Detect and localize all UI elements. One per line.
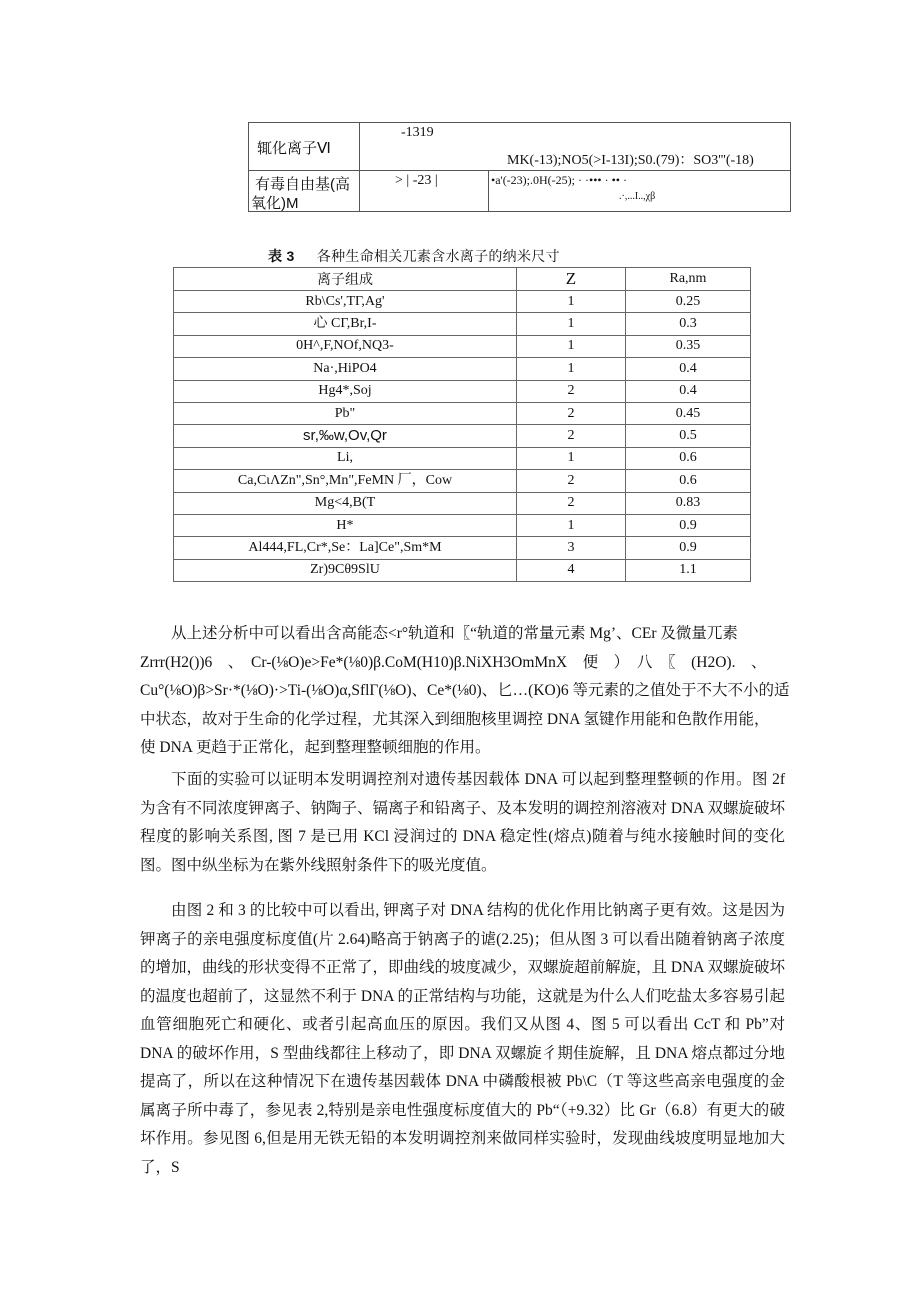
table2-fragment: [248, 122, 791, 212]
table-row: [174, 402, 751, 424]
paragraph-3: [140, 897, 785, 1182]
table3: [173, 267, 751, 582]
row-label-oxidizing-ion: 辄化离子Ⅵ: [257, 140, 331, 157]
z-cell: 1: [516, 358, 625, 380]
row-value: > | -23 |: [395, 173, 438, 188]
z-cell: 2: [516, 402, 625, 424]
paragraph-line: Zrrr(H2())6 、 Cr-(⅛O)e>Fe*(⅛0)β.CoM(H10)β.NiXH3OmMnX 便 ） 八 〖 (H2O). 、: [140, 653, 767, 671]
ra-cell: 0.35: [625, 335, 750, 357]
row-value: -1319: [401, 125, 434, 140]
ra-cell: 0.9: [625, 514, 750, 536]
ion-cell: Hg4*,Soj: [174, 380, 517, 402]
table-row: [174, 380, 751, 402]
table3-title: 各种生命相关兀素含水离子的纳米尺寸: [316, 248, 560, 264]
paragraph-line: 中状态，故对于生命的化学过程，尤其深入到细胞核里调控 DNA 氢键作用能和色散作用能，: [140, 710, 770, 728]
table-row: [174, 470, 751, 492]
row-detail: MK(-13);NO5(>I-13I);S0.(79)：SO3'''(-18): [507, 153, 754, 168]
table-row: [174, 313, 751, 335]
ion-cell: Pb": [174, 402, 517, 424]
table-divider: [249, 170, 790, 171]
ion-cell: 0H^,F,NOf,NQ3-: [174, 335, 517, 357]
paragraph-1: [140, 620, 790, 763]
ra-cell: 0.3: [625, 313, 750, 335]
table-row: [174, 537, 751, 559]
table-header-row: [174, 268, 751, 291]
row-label-free-radical: 有毒自由基(高: [255, 176, 350, 193]
z-cell: 2: [516, 425, 625, 447]
ra-cell: 1.1: [625, 559, 750, 581]
ra-cell: 0.6: [625, 447, 750, 469]
ion-cell: Ca,CιΛZn",Sn°,Mn",FeMN 厂，Cow: [174, 470, 517, 492]
ra-cell: 0.4: [625, 358, 750, 380]
ion-cell: 心 CΓ,Br,I-: [174, 313, 517, 335]
ion-cell: Zr)9Cθ9SlU: [174, 559, 517, 581]
table-divider: [359, 123, 360, 211]
ra-cell: 0.25: [625, 291, 750, 313]
z-cell: 4: [516, 559, 625, 581]
paragraph-2: [140, 766, 785, 880]
paragraph-line: Cu°(⅛O)β>Sr·*(⅛O)·>Ti-(⅛O)α,SflΓ(⅛O)、Ce*(⅛0)、匕…(KO)6 等元素的之值处于不大不小的适: [140, 682, 790, 699]
ion-cell: Li,: [174, 447, 517, 469]
header-ra-nm: Ra,nm: [625, 268, 750, 291]
header-ion-composition: 离子组成: [174, 268, 517, 291]
ion-cell: sr,‰w,Ov,Qr: [174, 425, 517, 447]
z-cell: 1: [516, 313, 625, 335]
table-row: [174, 358, 751, 380]
table-row: [174, 291, 751, 313]
paragraph-line: 从上述分析中可以看出含高能态<r°轨道和〖“轨道的常量元素 Mg’、CEr 及微量兀素: [171, 625, 738, 642]
z-cell: 1: [516, 291, 625, 313]
row-label-free-radical-cont: 氧化)M: [251, 195, 299, 212]
table-row: [174, 425, 751, 447]
z-cell: 2: [516, 492, 625, 514]
table-divider: [488, 170, 489, 211]
table-row: [174, 335, 751, 357]
z-cell: 1: [516, 335, 625, 357]
ra-cell: 0.45: [625, 402, 750, 424]
ra-cell: 0.6: [625, 470, 750, 492]
z-cell: 2: [516, 380, 625, 402]
table3-caption: [268, 246, 560, 266]
table-row: [174, 514, 751, 536]
header-z: Z: [516, 268, 625, 291]
ion-cell: Mg<4,B(T: [174, 492, 517, 514]
ra-cell: 0.83: [625, 492, 750, 514]
z-cell: 3: [516, 537, 625, 559]
z-cell: 1: [516, 514, 625, 536]
ion-cell: Al444,FL,Cr*,Se：La]Ce",Sm*M: [174, 537, 517, 559]
table-row: [174, 492, 751, 514]
paragraph-text: 下面的实验可以证明本发明调控剂对遗传基因载体 DNA 可以起到整理整顿的作用。图 2f 为含有不同浓度钾离子、钠陶子、镉离子和铅离子、及本发明的调控剂溶液对 DNA 双螺旋破坏程度的影响关系图, 图 7 是已用 KCl 浸润过的 DNA 稳定性(熔点)随着与纯水接触时间的变化图。图中纵坐标为在紫外线照射条件下的吸光度值。: [140, 771, 785, 874]
z-cell: 1: [516, 447, 625, 469]
row-detail: •a'(-23);.0H(-25); · ·••• · •• ·: [491, 173, 627, 187]
paragraph-text: 由图 2 和 3 的比较中可以看出, 钾离子对 DNA 结构的优化作用比钠离子更有效。这是因为钾离子的亲电强度标度值(片 2.64)略高于钠离子的谑(2.25)；但从图 3 可以看出随着钠离子浓度的增加，曲线的形状变得不正常了，即曲线的坡度减少，双螺旋超前解旋，且 DNA 双螺旋破坏的温度也超前了，这显然不利于 DNA 的正常结构与功能，这就是为什么人们吃盐太多容易引起血管细胞死亡和硬化、或者引起高血压的原因。我们又从图 4、图 5 可以看出 CcT 和 Pb”对 DNA 的破坏作用，S 型曲线都往上移动了，即 DNA 双螺旋彳期佳旋解，且 DNA 熔点都过分地提高了，所以在这种情况下在遗传基因载体 DNA 中磷酸根被 Pb\C（T 等这些高亲电强度的金属离子所中毒了，参见表 2,特别是亲电性强度标度值大的 Pb“（+9.32）比 Gr（6.8）有更大的破坏作用。参见图 6,但是用无铁无铅的本发明调控剂来做同样实验时，发现曲线坡度明显地加大了，S: [140, 902, 785, 1176]
ion-cell: H*: [174, 514, 517, 536]
ra-cell: 0.5: [625, 425, 750, 447]
paragraph-line: 使 DNA 更趋于正常化，起到整理整顿细胞的作用。: [140, 739, 491, 756]
ion-cell: Rb\Cs',TΓ,Ag': [174, 291, 517, 313]
z-cell: 2: [516, 470, 625, 492]
ion-cell: Na·,HiPO4: [174, 358, 517, 380]
table-row: [174, 559, 751, 581]
ra-cell: 0.4: [625, 380, 750, 402]
row-detail-cont: .·,...I..,χβ: [619, 191, 656, 202]
ra-cell: 0.9: [625, 537, 750, 559]
table3-number: 表 3: [268, 248, 295, 264]
table-row: [174, 447, 751, 469]
